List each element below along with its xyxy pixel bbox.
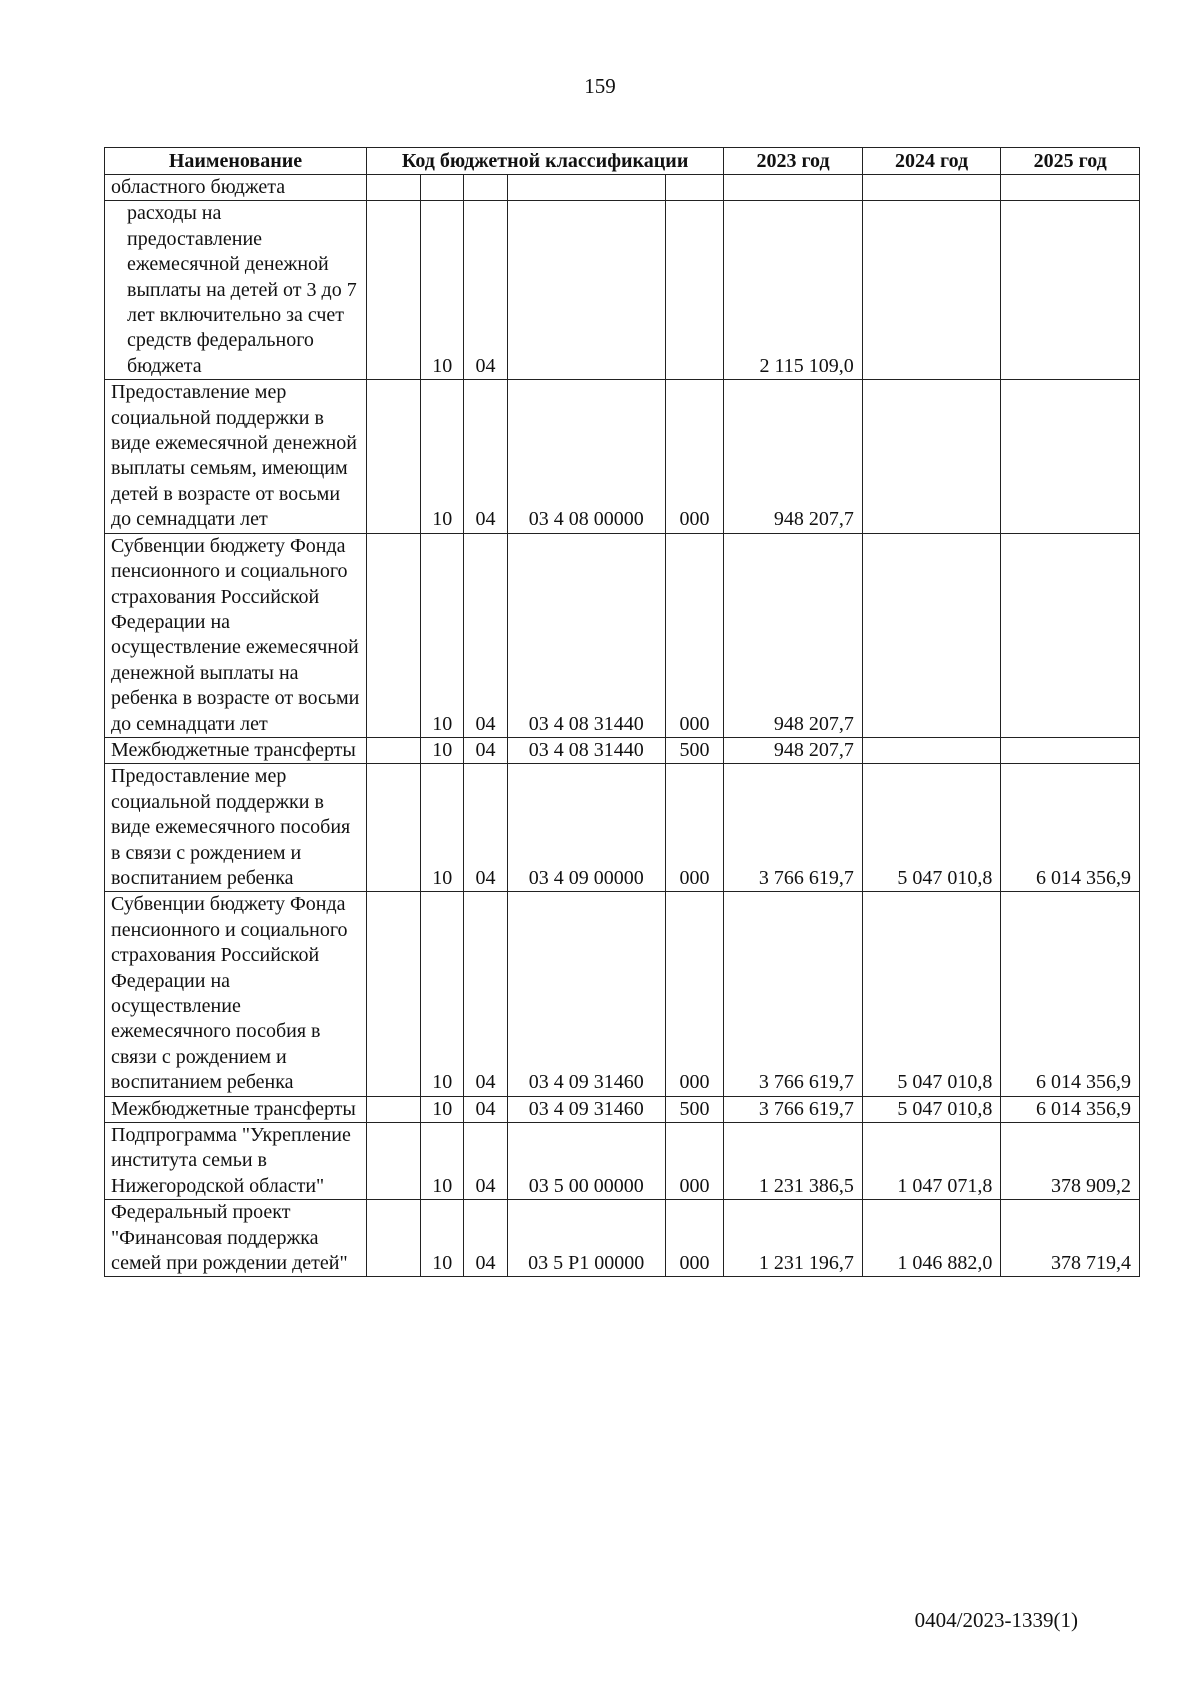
row-expense-type: 000 <box>665 1123 724 1200</box>
document-registration-code: 0404/2023-1339(1) <box>914 1608 1078 1632</box>
row-expense-type <box>665 201 724 380</box>
row-podrazdel: 04 <box>464 892 507 1096</box>
row-2023: 948 207,7 <box>724 380 863 533</box>
row-2023: 1 231 386,5 <box>724 1123 863 1200</box>
row-2024: 5 047 010,8 <box>862 892 1001 1096</box>
row-target-article <box>507 175 665 201</box>
row-expense-type: 000 <box>665 380 724 533</box>
row-podrazdel: 04 <box>464 201 507 380</box>
row-target-article: 03 5 00 00000 <box>507 1123 665 1200</box>
header-2025: 2025 год <box>1001 148 1140 175</box>
row-podrazdel: 04 <box>464 1096 507 1122</box>
row-glava <box>366 764 420 892</box>
row-2024: 1 046 882,0 <box>862 1200 1001 1277</box>
row-glava <box>366 201 420 380</box>
row-2025: 6 014 356,9 <box>1001 764 1140 892</box>
row-glava <box>366 175 420 201</box>
header-2023: 2023 год <box>724 148 863 175</box>
row-expense-type <box>665 175 724 201</box>
row-glava <box>366 1096 420 1122</box>
row-glava <box>366 892 420 1096</box>
header-code: Код бюджетной классификации <box>366 148 723 175</box>
row-2025: 6 014 356,9 <box>1001 1096 1140 1122</box>
row-razdel: 10 <box>421 201 464 380</box>
row-2023: 2 115 109,0 <box>724 201 863 380</box>
row-expense-type: 000 <box>665 892 724 1096</box>
table-row <box>105 764 1140 892</box>
row-2025 <box>1001 201 1140 380</box>
row-2024 <box>862 533 1001 737</box>
row-name: Межбюджетные трансферты <box>105 737 367 763</box>
row-name: Предоставление мер социальной поддержки в виде ежемесячной денежной выплаты семьям, имеющим детей в возрасте от восьми до семнадцати лет <box>105 380 367 533</box>
row-razdel: 10 <box>421 1096 464 1122</box>
row-2025 <box>1001 380 1140 533</box>
row-glava <box>366 1200 420 1277</box>
row-target-article <box>507 201 665 380</box>
table-row <box>105 1200 1140 1277</box>
page-number: 159 <box>584 74 616 98</box>
table-row <box>105 892 1140 1096</box>
row-razdel: 10 <box>421 737 464 763</box>
row-razdel: 10 <box>421 1200 464 1277</box>
row-razdel: 10 <box>421 764 464 892</box>
row-expense-type: 000 <box>665 1200 724 1277</box>
row-target-article: 03 4 09 31460 <box>507 892 665 1096</box>
table-row <box>105 380 1140 533</box>
header-2024: 2024 год <box>862 148 1001 175</box>
row-glava <box>366 533 420 737</box>
row-2023 <box>724 175 863 201</box>
row-expense-type: 000 <box>665 764 724 892</box>
row-2023: 3 766 619,7 <box>724 764 863 892</box>
table-row <box>105 737 1140 763</box>
row-glava <box>366 380 420 533</box>
row-2024: 5 047 010,8 <box>862 764 1001 892</box>
row-name: Субвенции бюджету Фонда пенсионного и социального страхования Российской Федерации на осуществление ежемесячного пособия в связи с рождением и воспитанием ребенка <box>105 892 367 1096</box>
row-name: Подпрограмма "Укрепление института семьи в Нижегородской области" <box>105 1123 367 1200</box>
row-2023: 948 207,7 <box>724 533 863 737</box>
table-row <box>105 201 1140 380</box>
row-razdel: 10 <box>421 533 464 737</box>
row-2023: 3 766 619,7 <box>724 1096 863 1122</box>
row-expense-type: 500 <box>665 1096 724 1122</box>
row-podrazdel: 04 <box>464 380 507 533</box>
row-target-article: 03 4 09 00000 <box>507 764 665 892</box>
budget-table <box>104 147 1140 1277</box>
row-razdel <box>421 175 464 201</box>
table-row <box>105 175 1140 201</box>
row-2024 <box>862 175 1001 201</box>
row-podrazdel <box>464 175 507 201</box>
row-2024 <box>862 380 1001 533</box>
row-glava <box>366 1123 420 1200</box>
row-name: Федеральный проект "Финансовая поддержка семей при рождении детей" <box>105 1200 367 1277</box>
row-podrazdel: 04 <box>464 533 507 737</box>
row-2024: 5 047 010,8 <box>862 1096 1001 1122</box>
row-2023: 3 766 619,7 <box>724 892 863 1096</box>
row-name: Предоставление мер социальной поддержки в виде ежемесячного пособия в связи с рождением и воспитанием ребенка <box>105 764 367 892</box>
table-row <box>105 533 1140 737</box>
row-2024: 1 047 071,8 <box>862 1123 1001 1200</box>
table-header-row <box>105 148 1140 175</box>
row-target-article: 03 5 P1 00000 <box>507 1200 665 1277</box>
row-razdel: 10 <box>421 892 464 1096</box>
row-razdel: 10 <box>421 1123 464 1200</box>
row-2025 <box>1001 533 1140 737</box>
row-glava <box>366 737 420 763</box>
row-2024 <box>862 201 1001 380</box>
row-podrazdel: 04 <box>464 1200 507 1277</box>
row-podrazdel: 04 <box>464 737 507 763</box>
row-podrazdel: 04 <box>464 1123 507 1200</box>
row-2025 <box>1001 175 1140 201</box>
row-name: областного бюджета <box>105 175 367 201</box>
row-podrazdel: 04 <box>464 764 507 892</box>
row-expense-type: 000 <box>665 533 724 737</box>
row-expense-type: 500 <box>665 737 724 763</box>
row-2025: 378 909,2 <box>1001 1123 1140 1200</box>
row-name: Межбюджетные трансферты <box>105 1096 367 1122</box>
row-target-article: 03 4 08 31440 <box>507 533 665 737</box>
table-row <box>105 1096 1140 1122</box>
row-target-article: 03 4 09 31460 <box>507 1096 665 1122</box>
row-target-article: 03 4 08 00000 <box>507 380 665 533</box>
row-2025 <box>1001 737 1140 763</box>
row-2023: 948 207,7 <box>724 737 863 763</box>
table-row <box>105 1123 1140 1200</box>
row-2025: 378 719,4 <box>1001 1200 1140 1277</box>
row-name: Субвенции бюджету Фонда пенсионного и социального страхования Российской Федерации на осуществление ежемесячной денежной выплаты на ребенка в возрасте от восьми до семнадцати лет <box>105 533 367 737</box>
row-name: расходы на предоставление ежемесячной денежной выплаты на детей от 3 до 7 лет включительно за счет средств федерального бюджета <box>105 201 367 380</box>
row-razdel: 10 <box>421 380 464 533</box>
header-name: Наименование <box>105 148 367 175</box>
row-2024 <box>862 737 1001 763</box>
row-target-article: 03 4 08 31440 <box>507 737 665 763</box>
row-2023: 1 231 196,7 <box>724 1200 863 1277</box>
row-2025: 6 014 356,9 <box>1001 892 1140 1096</box>
